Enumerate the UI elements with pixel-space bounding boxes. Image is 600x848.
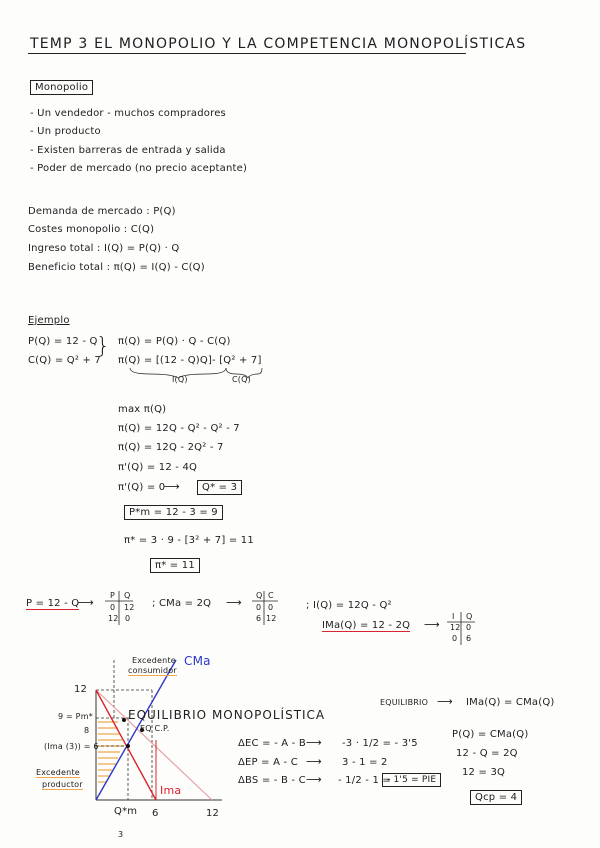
cma-table-h2: C bbox=[268, 591, 274, 600]
def-profit: Beneficio total : π(Q) = I(Q) - C(Q) bbox=[28, 262, 205, 273]
pi-under-b: C(Q) bbox=[232, 375, 251, 384]
def-income: Ingreso total : I(Q) = P(Q) · Q bbox=[28, 243, 180, 254]
ima-table-r1a: 12 bbox=[450, 623, 461, 632]
ima-table-r2b: 6 bbox=[466, 634, 472, 643]
ima-table-h2: Q bbox=[466, 612, 473, 621]
section-monopolio: Monopolio bbox=[30, 80, 93, 95]
eq-line-3: 12 = 3Q bbox=[462, 767, 506, 778]
cma-label: CMa bbox=[184, 654, 211, 668]
demand-table-h2: Q bbox=[124, 591, 131, 600]
eq-condition: IMa(Q) = CMa(Q) bbox=[466, 697, 555, 708]
y-tick-6: (Ima (3)) = 6 bbox=[44, 742, 99, 751]
def-demand: Demanda de mercado : P(Q) bbox=[28, 206, 176, 217]
demand-table-r2a: 12 bbox=[108, 614, 119, 623]
ima-table-h1: I bbox=[452, 612, 455, 621]
ps-label-2: productor bbox=[42, 780, 83, 789]
arrow-icon: ⟶ bbox=[306, 755, 322, 768]
x-tick-12: 12 bbox=[206, 808, 220, 819]
bullet-3: - Existen barreras de entrada y salida bbox=[30, 145, 226, 156]
demand-table-r1b: 12 bbox=[124, 603, 135, 612]
cma-table-r1b: 0 bbox=[268, 603, 274, 612]
pi-under-a: I(Q) bbox=[172, 375, 188, 384]
pi-calc: π* = 3 · 9 - [3² + 7] = 11 bbox=[124, 535, 254, 546]
cma-table-r1a: 0 bbox=[256, 603, 262, 612]
step-1: max π(Q) bbox=[118, 404, 167, 415]
q-result: Q* = 3 bbox=[197, 480, 242, 495]
pi-sub-a: π(Q) = [(12 - Q)Q] bbox=[118, 355, 213, 366]
cs-label-2: consumidor bbox=[128, 666, 177, 675]
arrow-icon: ⟶ bbox=[164, 480, 180, 493]
step-5: π'(Q) = 0 bbox=[118, 482, 166, 493]
delta-ec-lhs: ΔEC = - A - B bbox=[238, 738, 306, 749]
delta-ep-rhs: 3 - 1 = 2 bbox=[342, 757, 388, 768]
demand-table-r1a: 0 bbox=[110, 603, 116, 612]
arrow-icon: ⟶ bbox=[226, 596, 242, 609]
page-title: TEMP 3 EL MONOPOLIO Y LA COMPETENCIA MONOPOLÍSTICAS bbox=[30, 36, 527, 52]
eq-line-2: 12 - Q = 2Q bbox=[456, 748, 518, 759]
pi-formula: π(Q) = P(Q) · Q - C(Q) bbox=[118, 336, 231, 347]
delta-bs-result: - 1'5 = PIE bbox=[382, 773, 441, 787]
y-tick-12: 12 bbox=[74, 684, 88, 695]
delta-bs-rhs: - 1/2 - 1 = bbox=[338, 775, 391, 786]
arrow-icon: ⟶ bbox=[437, 695, 453, 708]
delta-bs-lhs: ΔBS = - B - C bbox=[238, 775, 306, 786]
ima-label: Ima bbox=[160, 784, 182, 797]
cs-label-1: Excedente bbox=[132, 656, 176, 665]
x-tick-qm-sub: 3 bbox=[118, 830, 124, 839]
example-demand: P(Q) = 12 - Q bbox=[28, 336, 98, 347]
eq-title: EQUILIBRIO bbox=[380, 698, 429, 707]
arrow-icon: ⟶ bbox=[424, 618, 440, 631]
ps-label-1: Excedente bbox=[36, 768, 80, 777]
arrow-icon: ⟶ bbox=[306, 736, 322, 749]
def-costs: Costes monopolio : C(Q) bbox=[28, 224, 155, 235]
delta-ec-rhs: -3 · 1/2 = - 3'5 bbox=[342, 738, 418, 749]
pi-sub-b: - [Q² + 7] bbox=[212, 355, 262, 366]
it-eq: ; I(Q) = 12Q - Q² bbox=[306, 600, 392, 611]
eq-line-1: P(Q) = CMa(Q) bbox=[452, 729, 529, 740]
ima-table-r2a: 0 bbox=[452, 634, 458, 643]
eq-label: EQ C.P. bbox=[140, 724, 170, 733]
bullet-4: - Poder de mercado (no precio aceptante) bbox=[30, 163, 248, 174]
demand-table-h1: P bbox=[110, 591, 116, 600]
graph-title: EQUILIBRIO MONOPOLÍSTICA bbox=[128, 708, 326, 722]
y-tick-9: 9 = Pm* bbox=[58, 712, 93, 721]
cma-table-h1: Q bbox=[256, 591, 263, 600]
ima-table-r1b: 0 bbox=[466, 623, 472, 632]
p-result: P*m = 12 - 3 = 9 bbox=[124, 505, 223, 520]
example-brace: } bbox=[96, 334, 111, 359]
pi-result: π* = 11 bbox=[150, 558, 200, 573]
demand-table-r2b: 0 bbox=[125, 614, 131, 623]
arrow-icon: ⟶ bbox=[78, 596, 94, 609]
step-2: π(Q) = 12Q - Q² - Q² - 7 bbox=[118, 423, 240, 434]
y-tick-8: 8 bbox=[84, 726, 90, 735]
x-tick-6: 6 bbox=[152, 808, 159, 819]
x-tick-qm: Q*m bbox=[114, 806, 138, 817]
delta-ep-lhs: ΔEP = A - C bbox=[238, 757, 298, 768]
ima-eq: IMa(Q) = 12 - 2Q bbox=[322, 620, 411, 631]
eq-result: Qcp = 4 bbox=[470, 790, 522, 805]
step-4: π'(Q) = 12 - 4Q bbox=[118, 462, 198, 473]
bullet-2: - Un producto bbox=[30, 126, 101, 137]
cma-table-r2a: 6 bbox=[256, 614, 262, 623]
step-3: π(Q) = 12Q - 2Q² - 7 bbox=[118, 442, 224, 453]
example-cost: C(Q) = Q² + 7 bbox=[28, 355, 101, 366]
demand-eq: P = 12 - Q bbox=[26, 598, 80, 609]
cma-table-r2b: 12 bbox=[266, 614, 277, 623]
bullet-1: - Un vendedor - muchos compradores bbox=[30, 108, 226, 119]
example-label: Ejemplo bbox=[28, 315, 70, 326]
arrow-icon: ⟶ bbox=[306, 773, 322, 786]
cma-eq: ; CMa = 2Q bbox=[152, 598, 212, 609]
